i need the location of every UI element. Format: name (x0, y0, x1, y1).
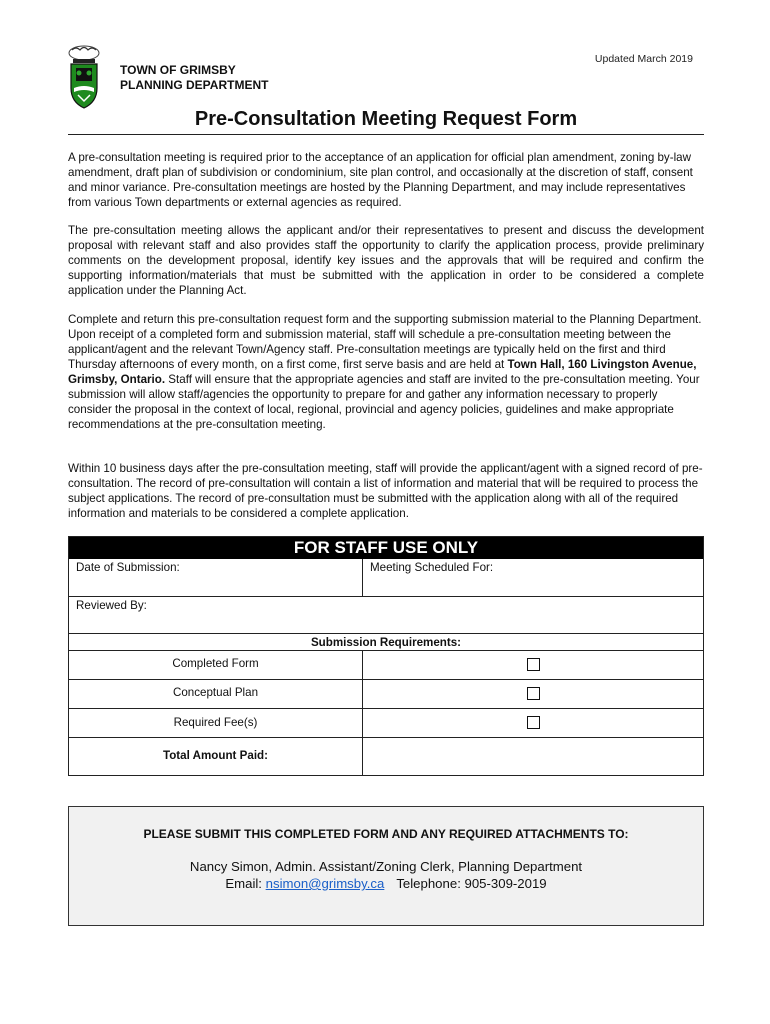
row-divider (69, 633, 703, 634)
contact-name: Nancy Simon, Admin. Assistant/Zoning Clerk, Planning Department (189, 859, 583, 874)
organization-name (120, 63, 268, 92)
form-title: Pre-Consultation Meeting Request Form (194, 108, 578, 130)
row-divider (69, 679, 703, 680)
staff-use-header: FOR STAFF USE ONLY (69, 537, 703, 559)
row-divider (69, 737, 703, 738)
row-divider (69, 596, 703, 597)
org-line-town: TOWN OF GRIMSBY (120, 63, 236, 77)
requirement-completed-form-label: Completed Form (172, 657, 259, 670)
instructions-paragraph (68, 312, 704, 432)
org-line-department: PLANNING DEPARTMENT (120, 77, 269, 92)
title-divider (68, 134, 704, 135)
meeting-scheduled-label: Meeting Scheduled For: (370, 561, 494, 574)
submit-instructions-heading: PLEASE SUBMIT THIS COMPLETED FORM AND ANY REQUIRED ATTACHMENTS TO: (143, 827, 629, 841)
total-amount-paid-label: Total Amount Paid: (163, 749, 268, 762)
row-divider (69, 708, 703, 709)
intro-paragraph: A pre-consultation meeting is required prior to the acceptance of an application for official plan amendment, zoning by-law amendment, draft plan of subdivision or condominium, site plan control, and occasionally at the discretion of staff, consent and minor variance. Pre-consultation meetings are hosted by the Planning Department, and may include representatives from various Town departments or external agencies as required. (68, 151, 693, 209)
conceptual-plan-checkbox[interactable] (527, 687, 540, 700)
email-link[interactable]: nsimon@grimsby.ca (265, 876, 385, 891)
reviewed-by-label: Reviewed By: (76, 599, 147, 612)
requirement-fees-label: Required Fee(s) (173, 716, 258, 729)
email-label: Email: (225, 876, 266, 891)
column-divider (362, 559, 363, 596)
completed-form-checkbox[interactable] (527, 658, 540, 671)
town-hall-address: Town Hall, 160 Livingston Avenue, Grimsby, Ontario. (68, 358, 697, 386)
instructions-text-a: Complete and return this pre-consultation request form and the supporting submission material to the Planning Department. Upon receipt of a completed form and submission material, staff will schedule a pre-consultation meeting between the applicant/agent and the relevant Town/Agency staff. Pre-consultation meetings are typically held on the first and third Thursday afternoons of every month, on a first come, first serve basis and are held at (68, 313, 702, 371)
town-crest-icon (64, 44, 104, 110)
record-paragraph: Within 10 business days after the pre-consultation meeting, staff will provide the applicant/agent with a signed record of pre-consultation. The record of pre-consultation will contain a list of information and material that will be required to process the subject applications. The record of pre-consultation must be submitted with the application along with all of the required information and materials to be considered a complete application. (68, 462, 703, 520)
instructions-text-b: Staff will ensure that the appropriate agencies and staff are invited to the pre-consultation meeting. Your submission will allow staff/agencies the opportunity to prepare for and gather any information necessary to properly consider the proposal in the context of local, regional, provincial and agency policies, guidelines and make appropriate recommendations at the pre-consultation meeting. (68, 373, 700, 431)
requirement-conceptual-plan-label: Conceptual Plan (172, 686, 259, 699)
row-divider (69, 650, 703, 651)
date-of-submission-label: Date of Submission: (76, 561, 180, 574)
required-fees-checkbox[interactable] (527, 716, 540, 729)
updated-date: Updated March 2019 (594, 53, 693, 65)
contact-line (69, 876, 703, 891)
staff-use-table (68, 536, 704, 776)
submission-requirements-label: Submission Requirements: (310, 636, 462, 649)
telephone-number: Telephone: 905-309-2019 (396, 876, 547, 891)
column-divider (362, 650, 363, 775)
purpose-paragraph: The pre-consultation meeting allows the applicant and/or their representatives to present and discuss the development proposal with relevant staff and also provides staff the opportunity to clarify the application process, provide preliminary comments on the development proposal, identify key issues and the approvals that will be required and confirm the supporting information/materials that must be submitted with the application in order to be considered a complete application under the Planning Act. (68, 224, 704, 297)
submission-contact-box (68, 806, 704, 926)
